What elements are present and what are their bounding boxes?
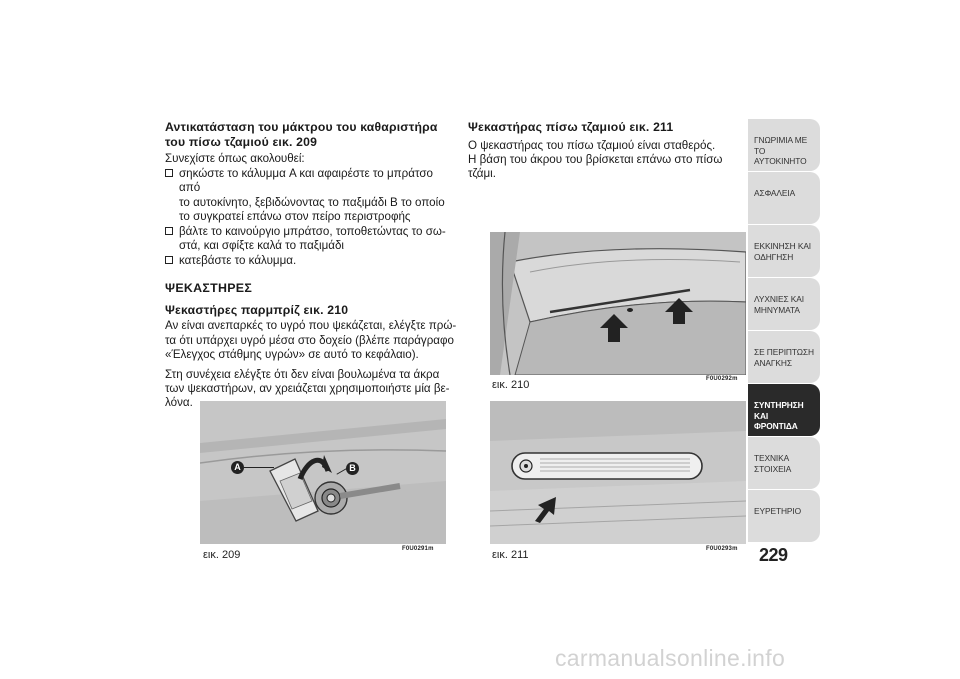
callout-line-a [244,467,274,468]
left-column [165,120,457,417]
tab-maintenance[interactable]: ΣΥΝΤΗΡΗΣΗ ΚΑΙ ΦΡΟΝΤΙΔΑ [748,384,820,436]
tab-safety[interactable]: ΑΣΦΑΛΕΙΑ [748,172,820,224]
paragraph: Ο ψεκαστήρας του πίσω τζαμιού είναι σταθερός. Η βάση του άκρου του βρίσκεται επάνω στο πίσω τζάμι. [468,138,723,180]
figure-211-caption: εικ. 211 [492,549,529,561]
checkbox-bullet-icon [165,256,173,264]
tab-starting-driving[interactable]: ΕΚΚΙΝΗΣΗ ΚΑΙ ΟΔΗΓΗΣΗ [748,225,820,277]
callout-a: A [231,461,244,474]
windscreen-washer-illustration [490,232,746,375]
checkbox-bullet-icon [165,227,173,235]
section-title: ΨΕΚΑΣΤΗΡΕΣ [165,280,253,295]
figure-211-code: F0U0293m [706,546,738,552]
chapter-tabs [748,119,820,543]
watermark: carmanualsonline.info [555,645,786,671]
tab-getting-to-know[interactable]: ΓΝΩΡΙΜΙΑ ΜΕ ΤΟ ΑΥΤΟΚΙΝΗΤΟ [748,119,820,171]
right-column [468,120,746,187]
paragraph: Αν είναι ανεπαρκές το υγρό που ψεκάζεται, ελέγξτε πρώ- τα ότι υπάρχει υγρό μέσα στο δοχείο (βλέπε παράγραφο «Έλεγχος στάθμης υγρών» σε αυτό το κεφάλαιο). [165,319,457,361]
rear-washer-illustration [490,401,746,544]
list-item: σηκώστε το κάλυμμα A και αφαιρέστε το μπράτσο από το αυτοκίνητο, ξεβιδώνοντας το παξιμάδι B το οποίο το συγκρατεί επάνω στον πείρο περιστροφής [165,167,457,224]
rear-washer-heading: Ψεκαστήρας πίσω τζαμιού εικ. 211 [468,120,674,134]
intro-text: Συνεχίστε όπως ακολουθεί: [165,152,305,165]
callout-b: B [346,462,359,475]
tab-warning-lights[interactable]: ΛΥΧΝΙΕΣ ΚΑΙ ΜΗΝΥΜΑΤΑ [748,278,820,330]
figure-209-caption: εικ. 209 [203,549,241,561]
wiper-blade-heading: Αντικατάσταση του μάκτρου του καθαριστήρα του πίσω τζαμιού εικ. 209 [165,120,438,149]
figure-210 [490,232,746,375]
windscreen-washers-heading: Ψεκαστήρες παρμπρίζ εικ. 210 [165,302,349,317]
figure-209 [200,401,446,544]
page-number: 229 [759,545,788,565]
checkbox-bullet-icon [165,169,173,177]
figure-210-code: F0U0292m [706,376,738,382]
paragraph: Στη συνέχεια ελέγξτε ότι δεν είναι βουλωμένα τα άκρα των ψεκαστήρων, αν χρειάζεται χρησιμοποιήστε μία βε- λόνα. [165,367,450,410]
figure-209-code: F0U0291m [402,546,434,552]
list-item: κατεβάστε το κάλυμμα. [165,254,457,268]
list-item: βάλτε το καινούργιο μπράτσο, τοποθετώντας το σω- στά, και σφίξτε καλά το παξιμάδι [165,225,457,253]
figure-211 [490,401,746,544]
figure-210-caption: εικ. 210 [492,379,530,391]
tab-index[interactable]: ΕΥΡΕΤΗΡΙΟ [748,490,820,542]
steps-list [165,167,457,268]
tab-technical-specs[interactable]: ΤΕΧΝΙΚΑ ΣΤΟΙΧΕΙΑ [748,437,820,489]
tab-emergency[interactable]: ΣΕ ΠΕΡΙΠΤΩΣΗ ΑΝΑΓΚΗΣ [748,331,820,383]
